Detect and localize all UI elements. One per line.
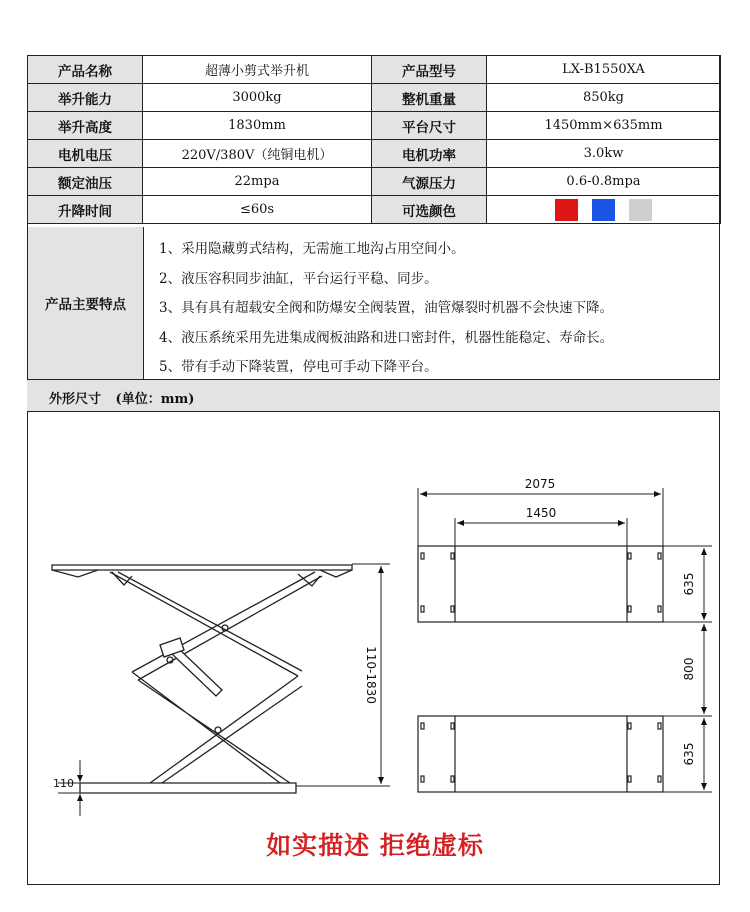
hydraulic-cylinder [172, 648, 222, 696]
spec-value: 3.0kw [487, 140, 721, 168]
spec-key: 电机电压 [28, 140, 143, 168]
platform-length-label: 1450 [525, 506, 557, 520]
scissor-pivot [215, 727, 221, 733]
spec-key: 额定油压 [28, 168, 143, 196]
spec-value: LX-B1550XA [487, 56, 721, 84]
platform-length-dimension [455, 506, 627, 546]
spec-key: 可选颜色 [372, 196, 487, 224]
lift-platform-lip-right [320, 570, 352, 577]
side-height-dimension [296, 564, 390, 786]
spec-value: 3000kg [143, 84, 372, 112]
side-height-label: 110-1830 [364, 646, 378, 704]
spec-key: 气源压力 [372, 168, 487, 196]
feature-item: 1、采用隐藏剪式结构，无需施工地沟占用空间小。 [159, 241, 465, 257]
spec-value: 220V/380V（纯铜电机） [143, 140, 372, 168]
spec-key: 整机重量 [372, 84, 487, 112]
dimensions-title-text: 外形尺寸 [49, 392, 102, 407]
top-view [418, 546, 663, 792]
platform-width-top-label: 635 [682, 572, 696, 596]
spec-key: 产品名称 [28, 56, 143, 84]
lift-base [80, 783, 296, 793]
feature-item: 2、液压容积同步油缸，平台运行平稳、同步。 [159, 270, 438, 287]
width-dimensions [663, 546, 712, 792]
feature-item: 3、具有具有超载安全阀和防爆安全阀装置，油管爆裂时机器不会快速下降。 [159, 300, 614, 316]
lift-platform-top [52, 565, 352, 570]
dimensions-unit: (单位：mm) [115, 392, 195, 407]
lift-platform-lip-left [52, 570, 98, 577]
scissor-lift-side-view [52, 565, 352, 793]
spec-key: 举升能力 [28, 84, 143, 112]
overall-length-label: 2075 [524, 477, 556, 491]
spec-value: 0.6-0.8mpa [487, 168, 721, 196]
spec-key: 升降时间 [28, 196, 143, 224]
spec-key: 平台尺寸 [372, 112, 487, 140]
scissor-arm [110, 572, 302, 676]
spec-value: 22mpa [143, 168, 372, 196]
spec-key: 举升高度 [28, 112, 143, 140]
feature-item: 4、液压系统采用先进集成阀板油路和进口密封件，机器性能稳定、寿命长。 [159, 329, 614, 346]
spec-key: 产品型号 [372, 56, 487, 84]
platform-gap-label: 800 [682, 657, 696, 681]
feature-item: 5、带有手动下降装置，停电可手动下降平台。 [159, 359, 438, 375]
spec-value: 超薄小剪式举升机 [143, 56, 372, 84]
slogan: 如实描述 拒绝虚标 [266, 831, 484, 860]
spec-value: 850kg [487, 84, 721, 112]
spec-key: 电机功率 [372, 140, 487, 168]
spec-value: ≤60s [143, 196, 372, 224]
scissor-arm [150, 676, 302, 783]
spec-value: 1450mm×635mm [487, 112, 721, 140]
features-label: 产品主要特点 [28, 227, 144, 379]
platform-width-bottom-label: 635 [682, 742, 696, 766]
spec-value: 1830mm [143, 112, 372, 140]
base-height-label: 110 [53, 777, 74, 790]
